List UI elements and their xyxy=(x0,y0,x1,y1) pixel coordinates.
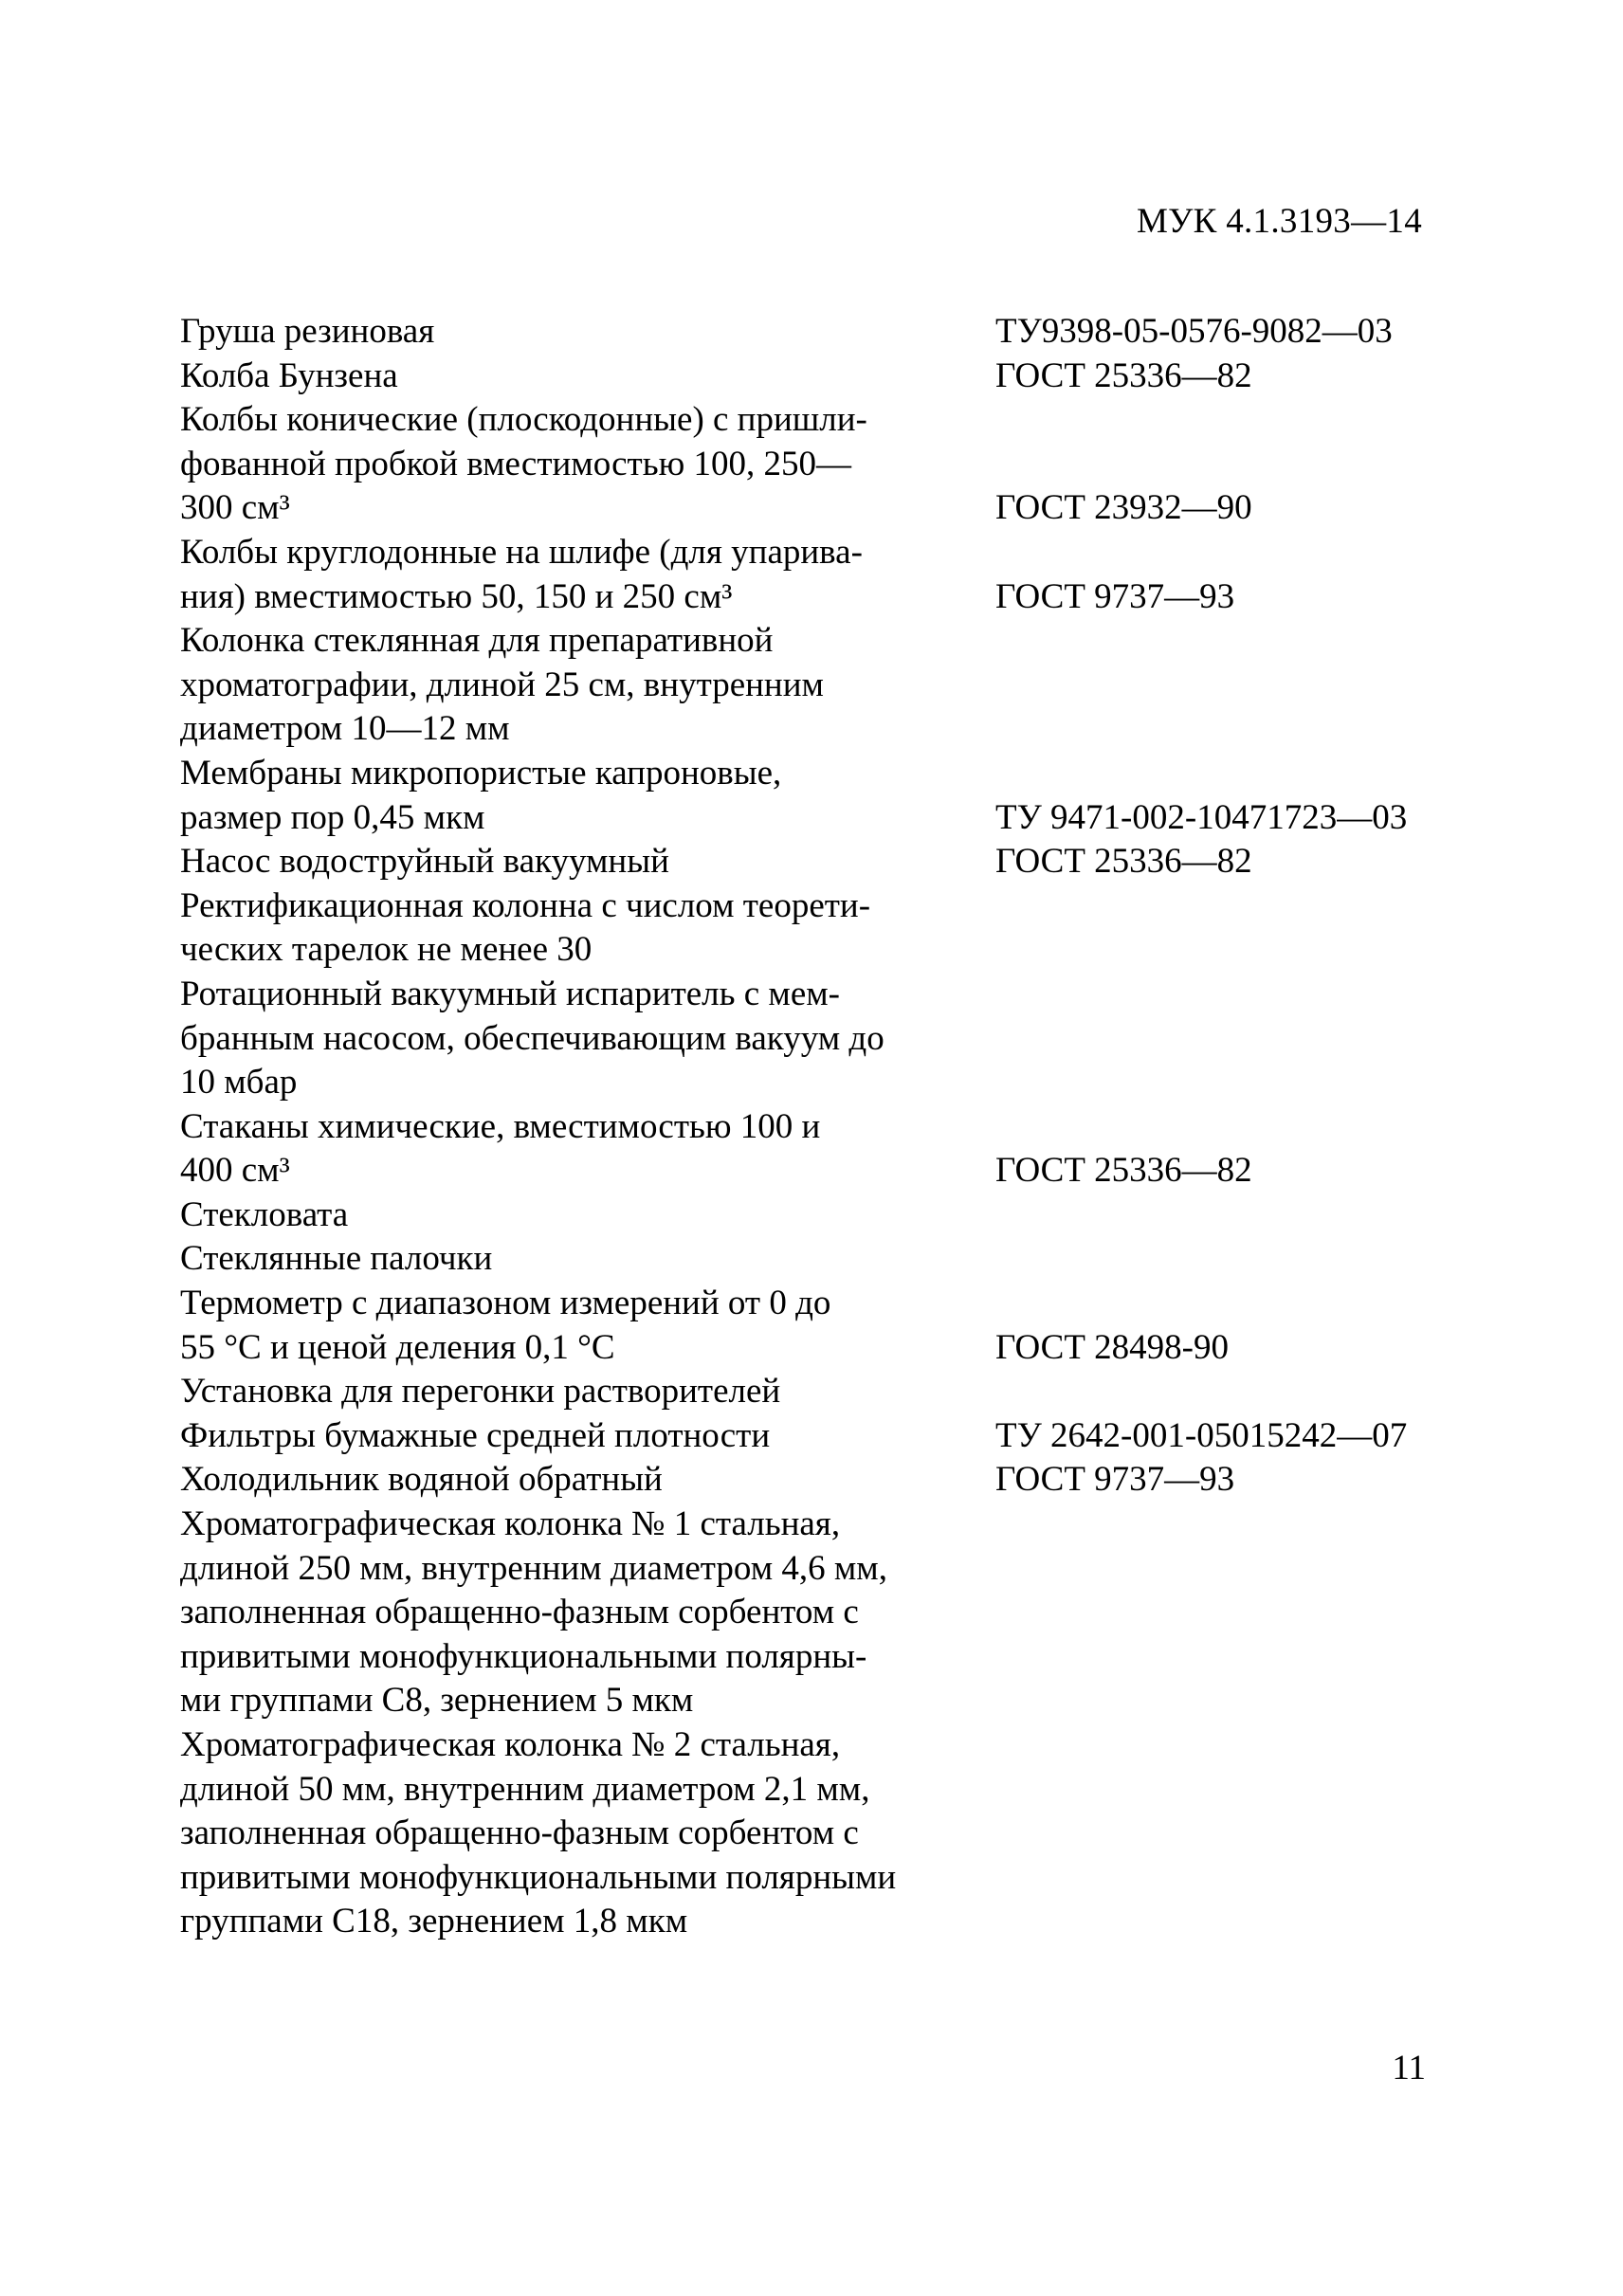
equipment-name xyxy=(180,1237,995,1282)
equipment-name-line: привитыми монофункциональными полярными xyxy=(180,1857,897,1897)
equipment-name-line: Колонка стеклянная для препаративной xyxy=(180,621,774,661)
equipment-name xyxy=(180,1414,995,1459)
document-code-header: МУК 4.1.3193—14 xyxy=(1136,202,1422,241)
equipment-name-line: Колбы круглодонные на шлифе (для упарива- xyxy=(180,532,863,572)
equipment-standard: ТУ9398-05-0576-9082—03 xyxy=(995,312,1393,351)
equipment-name-line: Ротационный вакуумный испаритель с мем- xyxy=(180,974,840,1013)
equipment-name xyxy=(180,840,995,884)
equipment-standard: ТУ 2642-001-05015242—07 xyxy=(995,1415,1408,1455)
equipment-name-line: Колбы конические (плоскодонные) с пришли- xyxy=(180,400,867,440)
equipment-name xyxy=(180,752,995,840)
equipment-row xyxy=(180,840,1479,884)
equipment-row xyxy=(180,398,1479,531)
equipment-standard: ТУ 9471-002-10471723—03 xyxy=(995,797,1408,837)
equipment-row xyxy=(180,1503,1479,1723)
equipment-row xyxy=(180,1282,1479,1370)
equipment-name-line: 400 см³ xyxy=(180,1151,290,1191)
equipment-name xyxy=(180,1370,995,1414)
equipment-row xyxy=(180,884,1479,973)
equipment-standard: ГОСТ 9737—93 xyxy=(995,1460,1235,1500)
equipment-name-line: Стекловата xyxy=(180,1194,349,1234)
equipment-name xyxy=(180,1458,995,1503)
equipment-name-line: диаметром 10—12 мм xyxy=(180,709,510,749)
equipment-row xyxy=(180,1105,1479,1194)
equipment-name-line: Насос водоструйный вакуумный xyxy=(180,842,669,882)
equipment-row xyxy=(180,531,1479,619)
equipment-name xyxy=(180,355,995,399)
equipment-row xyxy=(180,310,1479,355)
equipment-row xyxy=(180,619,1479,752)
equipment-name-line: ческих тарелок не менее 30 xyxy=(180,930,593,970)
equipment-name-line: Стаканы химические, вместимостью 100 и xyxy=(180,1106,821,1146)
equipment-name-line: Холодильник водяной обратный xyxy=(180,1460,663,1500)
equipment-name-line: хроматографии, длиной 25 см, внутренним xyxy=(180,665,824,704)
equipment-name-line: Ректификационная колонна с числом теорети- xyxy=(180,885,871,925)
equipment-row xyxy=(180,1194,1479,1238)
equipment-name-line: Фильтры бумажные средней плотности xyxy=(180,1415,771,1455)
equipment-row xyxy=(180,1723,1479,1944)
equipment-name-line: привитыми монофункциональными полярны- xyxy=(180,1636,867,1676)
equipment-standard: ГОСТ 28498-90 xyxy=(995,1327,1229,1367)
equipment-name-line: ми группами С8, зернением 5 мкм xyxy=(180,1681,694,1721)
equipment-name xyxy=(180,531,995,619)
equipment-name-line: Колба Бунзена xyxy=(180,355,398,395)
equipment-name-line: 300 см³ xyxy=(180,488,290,528)
equipment-name-line: Термометр с диапазоном измерений от 0 до xyxy=(180,1284,831,1323)
equipment-name-line: ния) вместимостью 50, 150 и 250 см³ xyxy=(180,576,733,616)
equipment-name xyxy=(180,619,995,752)
equipment-name-line: Мембраны микропористые капроновые, xyxy=(180,753,782,793)
equipment-name xyxy=(180,1194,995,1238)
equipment-standard: ГОСТ 25336—82 xyxy=(995,1151,1252,1191)
equipment-row xyxy=(180,1370,1479,1414)
equipment-name xyxy=(180,973,995,1105)
page-number: 11 xyxy=(1392,2049,1426,2087)
equipment-standard: ГОСТ 25336—82 xyxy=(995,355,1252,395)
equipment-name xyxy=(180,310,995,355)
equipment-name-line: длиной 50 мм, внутренним диаметром 2,1 мм, xyxy=(180,1769,870,1809)
equipment-name-line: Установка для перегонки растворителей xyxy=(180,1372,781,1412)
equipment-name-line: длиной 250 мм, внутренним диаметром 4,6 мм, xyxy=(180,1548,887,1588)
equipment-name xyxy=(180,884,995,973)
equipment-name-line: Стеклянные палочки xyxy=(180,1239,493,1279)
equipment-standard: ГОСТ 9737—93 xyxy=(995,576,1235,616)
equipment-name xyxy=(180,398,995,531)
equipment-name-line: заполненная обращенно-фазным сорбентом с xyxy=(180,1813,859,1853)
equipment-standard: ГОСТ 25336—82 xyxy=(995,842,1252,882)
equipment-name-line: 55 °С и ценой деления 0,1 °С xyxy=(180,1327,615,1367)
equipment-name-line: фованной пробкой вместимостью 100, 250— xyxy=(180,444,851,483)
equipment-name xyxy=(180,1105,995,1194)
equipment-name-line: заполненная обращенно-фазным сорбентом с xyxy=(180,1593,859,1632)
equipment-list xyxy=(180,310,1479,1944)
equipment-name-line: 10 мбар xyxy=(180,1063,298,1102)
equipment-row xyxy=(180,752,1479,840)
equipment-name xyxy=(180,1503,995,1723)
equipment-name xyxy=(180,1723,995,1944)
equipment-name-line: бранным насосом, обеспечивающим вакуум до xyxy=(180,1018,884,1058)
equipment-row xyxy=(180,355,1479,399)
equipment-name-line: Хроматографическая колонка № 2 стальная, xyxy=(180,1725,841,1764)
equipment-name-line: Груша резиновая xyxy=(180,312,435,351)
equipment-name-line: группами С18, зернением 1,8 мкм xyxy=(180,1902,688,1941)
equipment-name-line: Хроматографическая колонка № 1 стальная, xyxy=(180,1504,841,1544)
equipment-row xyxy=(180,1237,1479,1282)
equipment-name-line: размер пор 0,45 мкм xyxy=(180,797,485,837)
equipment-row xyxy=(180,973,1479,1105)
equipment-name xyxy=(180,1282,995,1370)
equipment-row xyxy=(180,1414,1479,1459)
equipment-standard: ГОСТ 23932—90 xyxy=(995,488,1252,528)
equipment-row xyxy=(180,1458,1479,1503)
